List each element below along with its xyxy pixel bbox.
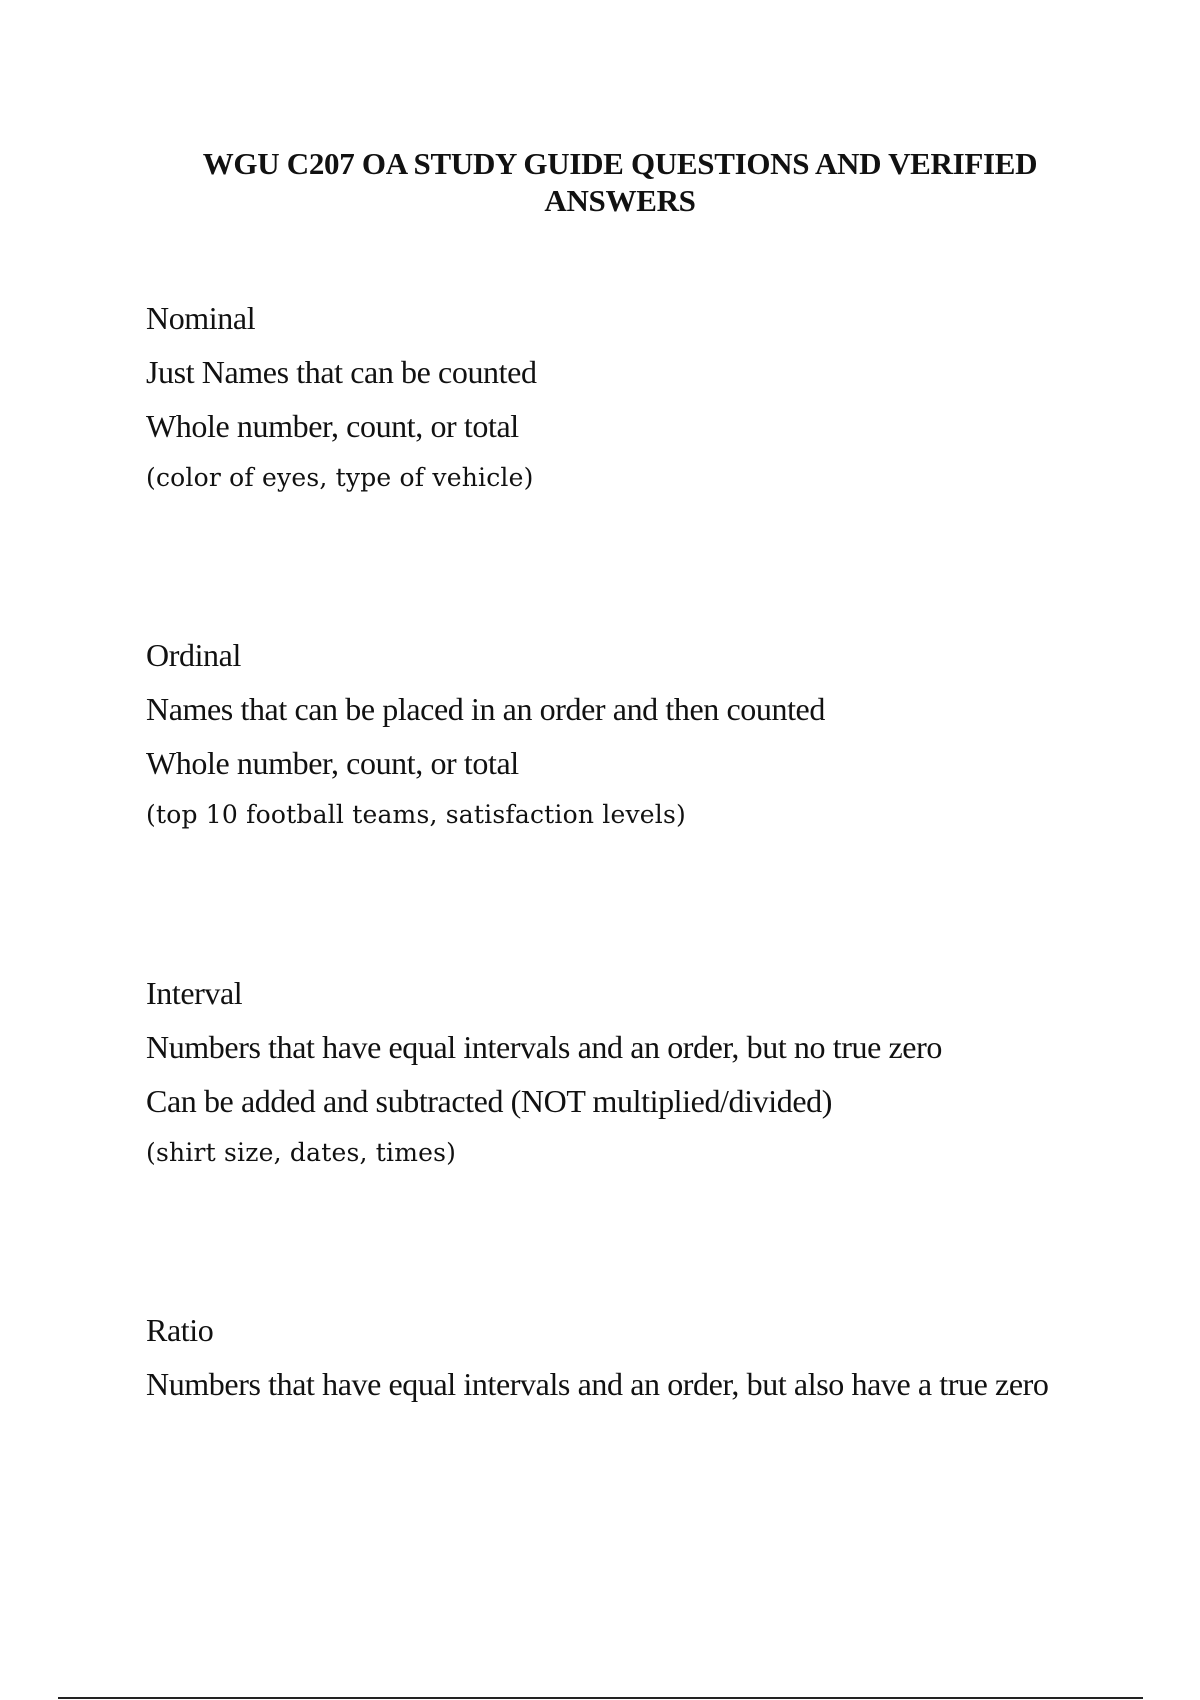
- section-examples: (shirt size, dates, times): [146, 1138, 457, 1167]
- bottom-divider: [58, 1697, 1143, 1699]
- section-definition: Just Names that can be counted: [146, 354, 537, 390]
- section-definition: Numbers that have equal intervals and an order, but no true zero: [146, 1029, 942, 1065]
- section-heading: Ratio: [146, 1312, 214, 1348]
- title-line-2: ANSWERS: [544, 183, 696, 218]
- section-examples: (top 10 football teams, satisfaction levels): [146, 800, 686, 829]
- section-examples: (color of eyes, type of vehicle): [146, 463, 534, 492]
- section-nominal: [146, 300, 1146, 494]
- section-interval: [146, 975, 1146, 1169]
- title-line-1: WGU C207 OA STUDY GUIDE QUESTIONS AND VERIFIED: [202, 146, 1038, 181]
- section-heading: Ordinal: [146, 637, 241, 673]
- section-operations: Whole number, count, or total: [146, 408, 519, 444]
- section-ordinal: [146, 637, 1146, 831]
- document-title: [140, 145, 1100, 219]
- section-operations: Whole number, count, or total: [146, 745, 519, 781]
- section-ratio: [146, 1312, 1146, 1420]
- section-heading: Nominal: [146, 300, 256, 336]
- section-definition: Names that can be placed in an order and then counted: [146, 691, 825, 727]
- section-definition: Numbers that have equal intervals and an order, but also have a true zero: [146, 1366, 1049, 1402]
- section-heading: Interval: [146, 975, 243, 1011]
- section-operations: Can be added and subtracted (NOT multiplied/divided): [146, 1083, 832, 1119]
